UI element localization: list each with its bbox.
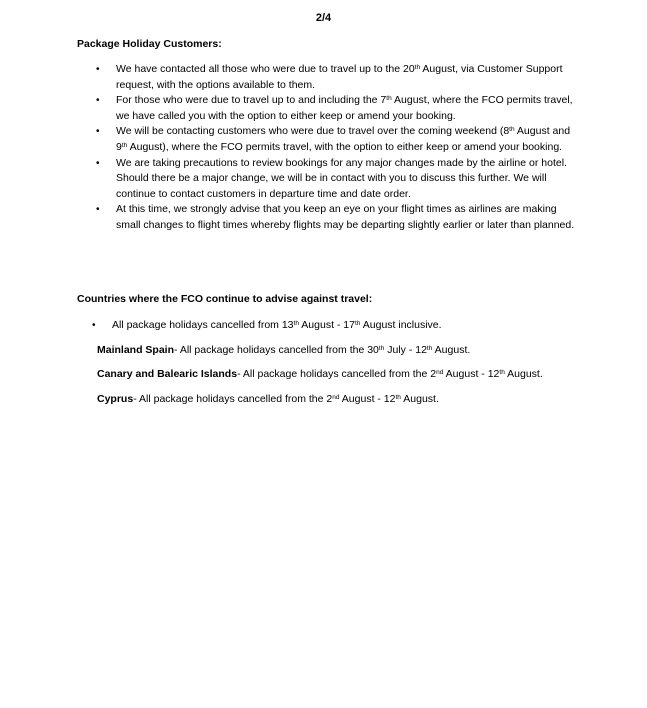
package-holiday-heading: Package Holiday Customers: [77, 38, 222, 50]
bullet-text: We have contacted all those who were due to travel up to the 20 [116, 63, 415, 75]
bullet-text: August, via Customer Support request, with the options available to them. [116, 63, 563, 91]
country-text: July - 12 [384, 344, 427, 356]
ordinal-suffix: th [293, 320, 299, 327]
country-text: August - 12 [339, 393, 396, 405]
ordinal-suffix: th [121, 141, 128, 149]
bullet-text: At this time, we strongly advise that you keep an eye on your flight times as airlines are making small changes to flight times whereby flights may be departing slightly earlier or later than planned. [116, 203, 575, 231]
bullet-text: August), where the FCO permits travel, with the option to either keep or amend your booking. [127, 140, 563, 153]
ordinal-suffix: th [395, 394, 401, 401]
ordinal-suffix: th [386, 95, 392, 103]
bullet-icon: • [96, 126, 100, 138]
bullet-icon: • [96, 204, 100, 216]
country-text: - All package holidays cancelled from the 2 [237, 368, 437, 380]
bullet-text: For those who were due to travel up to and including the 7 [116, 94, 387, 107]
bullet-text: August - 17 [298, 319, 355, 331]
country-text: August. [504, 368, 543, 380]
bullet-text: August, where the FCO permits travel, we have called you with the option to either keep or amend your booking. [116, 94, 573, 122]
ordinal-suffix: th [426, 345, 433, 352]
package-holiday-bullet-list [96, 62, 576, 234]
country-text: - All package holidays cancelled from the 30 [174, 344, 379, 356]
ordinal-suffix: nd [332, 394, 340, 401]
ordinal-suffix: th [378, 345, 385, 352]
list-item [96, 124, 576, 155]
bullet-text: We are taking precautions to review bookings for any major changes made by the airline or hotel. Should there be a major change, we will be in contact with you to discuss this further. We will continue to contact customers in departure time and date order. [116, 156, 567, 200]
ordinal-suffix: th [499, 369, 505, 376]
countries-heading: Countries where the FCO continue to advise against travel: [77, 293, 373, 305]
country-line-cyprus [97, 392, 439, 407]
bullet-icon: • [96, 95, 100, 107]
bullet-text: August and 9 [116, 125, 571, 153]
country-text: August. [400, 393, 439, 405]
ordinal-suffix: th [509, 126, 515, 134]
country-name: Mainland Spain [97, 344, 175, 356]
country-line-canary-balearic [97, 367, 543, 382]
bullet-text: We will be contacting customers who were due to travel over the coming weekend (8 [116, 125, 510, 138]
bullet-text: All package holidays cancelled from 13 [112, 319, 294, 331]
bullet-icon: • [92, 320, 96, 331]
country-name: Canary and Balearic Islands [97, 368, 238, 380]
country-text: August - 12 [443, 368, 500, 380]
bullet-text: August inclusive. [360, 319, 442, 331]
country-text: August. [432, 344, 471, 356]
bullet-icon: • [96, 64, 100, 75]
list-item [96, 93, 576, 124]
bullet-icon: • [96, 157, 100, 169]
country-text: - All package holidays cancelled from the 2 [133, 393, 333, 405]
ordinal-suffix: nd [436, 369, 444, 376]
list-item [96, 62, 576, 93]
country-name: Cyprus [97, 393, 134, 405]
country-line-mainland-spain [97, 343, 470, 358]
ordinal-suffix: th [355, 320, 361, 327]
list-item [96, 156, 576, 203]
list-item [96, 202, 576, 233]
list-item [92, 318, 442, 333]
ordinal-suffix: th [414, 64, 421, 71]
page-number: 2/4 [315, 12, 332, 24]
